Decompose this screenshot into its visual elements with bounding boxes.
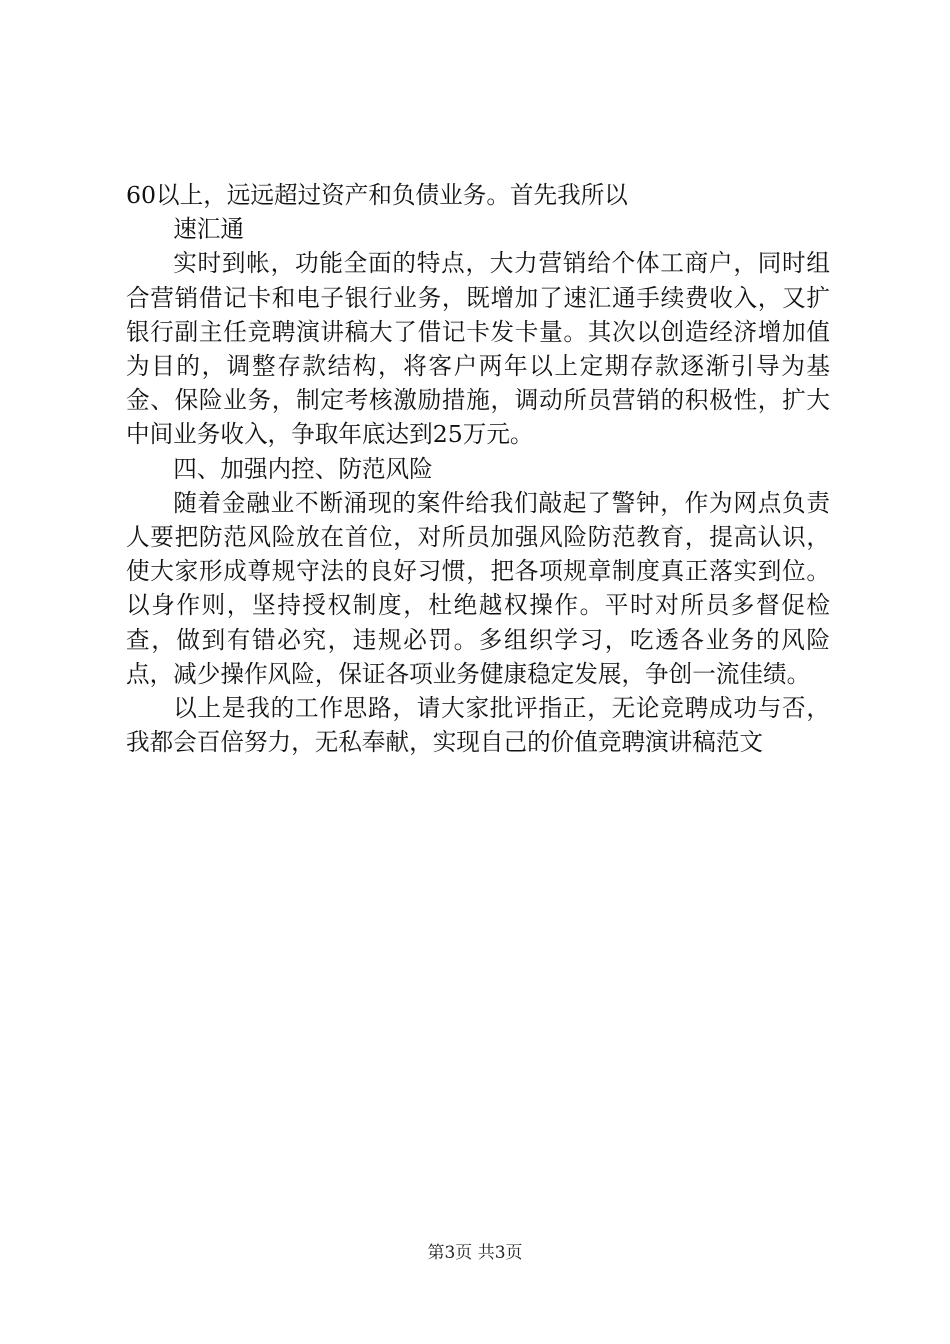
paragraph-closing: 以上是我的工作思路，请大家批评指正，无论竞聘成功与否，我都会百倍努力，无私奉献，实现自己的价值竞聘演讲稿范文 (126, 694, 830, 757)
page-footer (0, 1242, 950, 1264)
section-heading-internal-control: 四、加强内控、防范风险 (173, 454, 433, 483)
paragraph-heading-suhuitong: 速汇通 (173, 215, 244, 244)
page-number-indicator: 第3页 共3页 (427, 1243, 523, 1263)
paragraph-continued-text: 60以上，远远超过资产和负债业务。首先我所以 (126, 181, 628, 209)
paragraph-risk-prevention: 随着金融业不断涌现的案件给我们敲起了警钟，作为网点负责人要把防范风险放在首位，对所员加强风险防范教育，提高认识，使大家形成尊规守法的良好习惯，把各项规章制度真正落实到位。以身作则，坚持授权制度，杜绝越权操作。平时对所员多督促检查，做到有错必究，违规必罚。多组织学习，吃透各业务的风险点，减少操作风险，保证各项业务健康稳定发展，争创一流佳绩。 (126, 488, 830, 688)
document-body (126, 178, 830, 759)
paragraph-suhuitong-marketing: 实时到帐，功能全面的特点，大力营销给个体工商户，同时组合营销借记卡和电子银行业务，既增加了速汇通手续费收入，又扩银行副主任竞聘演讲稿大了借记卡发卡量。其次以创造经济增加值为目的，调整存款结构，将客户两年以上定期存款逐渐引导为基金、保险业务，制定考核激励措施，调动所员营销的积极性，扩大中间业务收入，争取年底达到25万元。 (126, 249, 830, 449)
